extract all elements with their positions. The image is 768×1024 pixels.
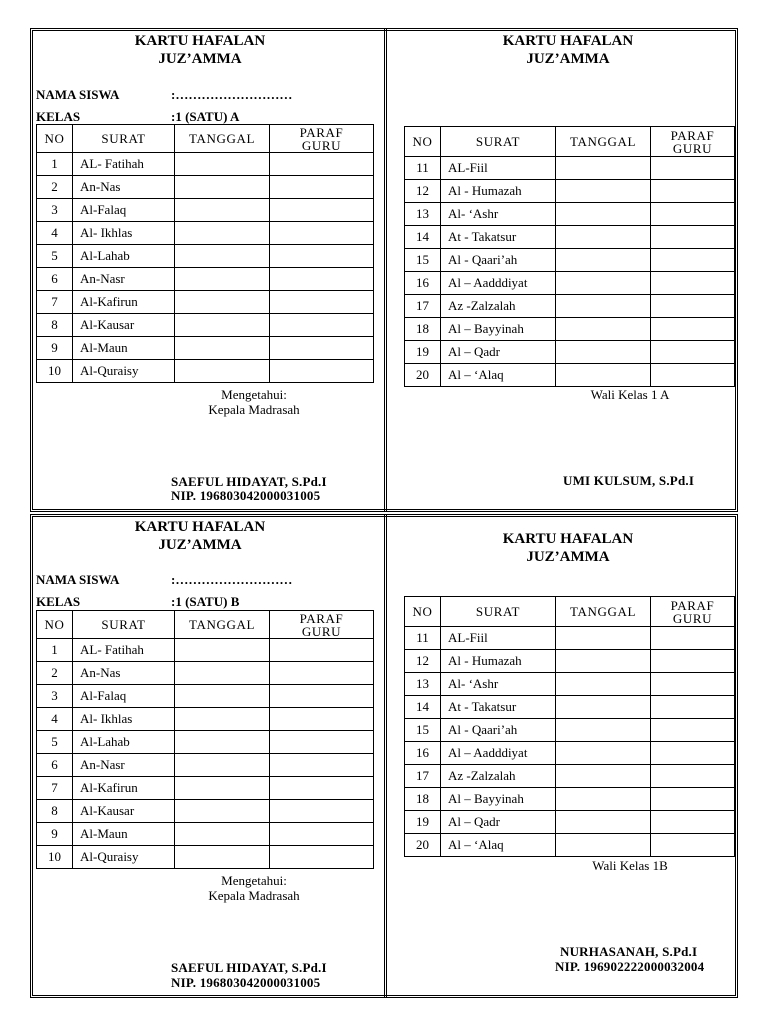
table-row — [37, 731, 374, 754]
row-number: 20 — [405, 834, 441, 857]
row-number: 13 — [405, 673, 441, 696]
table-row — [405, 834, 735, 857]
tanggal-cell[interactable] — [556, 203, 651, 226]
paraf-guru-cell[interactable] — [651, 719, 735, 742]
tanggal-cell[interactable] — [556, 811, 651, 834]
row-number: 1 — [37, 153, 73, 176]
row-number: 15 — [405, 249, 441, 272]
nama-siswa-label: NAMA SISWA — [36, 87, 120, 102]
row-number: 14 — [405, 226, 441, 249]
col-paraf-header — [270, 125, 374, 153]
surat-name: Al-Falaq — [73, 685, 175, 708]
paraf-guru-cell[interactable] — [270, 708, 374, 731]
paraf-line1: PARAF — [670, 127, 715, 143]
row-number: 1 — [37, 639, 73, 662]
table-row — [37, 708, 374, 731]
paraf-guru-cell[interactable] — [651, 272, 735, 295]
table-row — [405, 249, 735, 272]
table-header-row — [405, 127, 735, 157]
tanggal-cell[interactable] — [175, 823, 270, 846]
paraf-guru-cell[interactable] — [270, 291, 374, 314]
row-number: 3 — [37, 685, 73, 708]
surat-name: Al – ‘Alaq — [441, 834, 556, 857]
tanggal-cell[interactable] — [175, 685, 270, 708]
paraf-line2: GURU — [301, 623, 342, 639]
tanggal-cell[interactable] — [175, 222, 270, 245]
surat-name: Az -Zalzalah — [441, 765, 556, 788]
tanggal-cell[interactable] — [175, 245, 270, 268]
surat-name: Al – Bayyinah — [441, 318, 556, 341]
tanggal-cell[interactable] — [175, 662, 270, 685]
tanggal-cell[interactable] — [556, 226, 651, 249]
wali-name: NURHASANAH, S.Pd.I — [560, 944, 698, 959]
tanggal-cell[interactable] — [175, 639, 270, 662]
surat-name: An-Nas — [73, 662, 175, 685]
col-tanggal-header: TANGGAL — [175, 611, 270, 639]
paraf-guru-cell[interactable] — [270, 245, 374, 268]
tanggal-cell[interactable] — [175, 360, 270, 383]
table-header-row — [37, 611, 374, 639]
table-row — [405, 788, 735, 811]
table-row — [37, 337, 374, 360]
card-title-top-left — [80, 32, 320, 68]
wali-nip: NIP. 196902222000032004 — [555, 959, 705, 974]
paraf-guru-cell[interactable] — [651, 673, 735, 696]
tanggal-cell[interactable] — [175, 176, 270, 199]
tanggal-cell[interactable] — [175, 846, 270, 869]
row-number: 5 — [37, 731, 73, 754]
surat-name: Al- ‘Ashr — [441, 203, 556, 226]
wali-kelas-label: Wali Kelas 1 A — [590, 387, 670, 402]
tanggal-cell[interactable] — [556, 249, 651, 272]
row-number: 17 — [405, 295, 441, 318]
surat-name: Al - Qaari’ah — [441, 719, 556, 742]
kepala-madrasah-label: Kepala Madrasah — [208, 402, 300, 417]
surat-name: Al – Aadddiyat — [441, 742, 556, 765]
paraf-guru-cell[interactable] — [270, 337, 374, 360]
paraf-guru-cell[interactable] — [651, 226, 735, 249]
row-number: 2 — [37, 176, 73, 199]
table-row — [37, 176, 374, 199]
paraf-guru-cell[interactable] — [270, 222, 374, 245]
col-tanggal-header: TANGGAL — [556, 597, 651, 627]
table-row — [405, 180, 735, 203]
surat-name: Al – Qadr — [441, 811, 556, 834]
nama-siswa-value: :……………………… — [171, 572, 293, 587]
surat-name: Al-Falaq — [73, 199, 175, 222]
surat-name: Al-Kafirun — [73, 291, 175, 314]
hafalan-table-top-left — [36, 124, 374, 383]
tanggal-cell[interactable] — [175, 268, 270, 291]
tanggal-cell[interactable] — [556, 650, 651, 673]
tanggal-cell[interactable] — [556, 364, 651, 387]
col-surat-header: SURAT — [441, 597, 556, 627]
row-number: 12 — [405, 180, 441, 203]
surat-name: Al- Ikhlas — [73, 222, 175, 245]
paraf-guru-cell[interactable] — [270, 731, 374, 754]
col-no-header: NO — [405, 597, 441, 627]
kepala-nip: NIP. 196803042000031005 — [171, 975, 321, 990]
kelas-label: KELAS — [36, 594, 81, 609]
row-number: 19 — [405, 341, 441, 364]
paraf-guru-cell[interactable] — [270, 777, 374, 800]
col-no-header: NO — [37, 125, 73, 153]
table-row — [405, 719, 735, 742]
title-line1: KARTU HAFALAN — [134, 519, 266, 535]
col-tanggal-header: TANGGAL — [175, 125, 270, 153]
row-number: 13 — [405, 203, 441, 226]
tanggal-cell[interactable] — [556, 719, 651, 742]
row-number: 10 — [37, 360, 73, 383]
surat-name: Al - Humazah — [441, 650, 556, 673]
surat-name: Al-Quraisy — [73, 360, 175, 383]
table-row — [405, 226, 735, 249]
card-title-bottom-right — [448, 530, 688, 566]
tanggal-cell[interactable] — [175, 153, 270, 176]
table-row — [37, 222, 374, 245]
table-row — [37, 199, 374, 222]
paraf-guru-cell[interactable] — [270, 360, 374, 383]
table-row — [37, 360, 374, 383]
nama-siswa-value: :……………………… — [171, 87, 293, 102]
title-line1: KARTU HAFALAN — [502, 531, 634, 547]
title-line2: JUZ’AMMA — [158, 537, 242, 553]
paraf-guru-cell[interactable] — [270, 268, 374, 291]
surat-name: Al-Quraisy — [73, 846, 175, 869]
col-paraf-header — [651, 597, 735, 627]
mengetahui-label: Mengetahui: — [221, 387, 287, 402]
surat-name: Al – ‘Alaq — [441, 364, 556, 387]
center-divider-bottom — [384, 514, 387, 998]
tanggal-cell[interactable] — [556, 742, 651, 765]
paraf-guru-cell[interactable] — [651, 834, 735, 857]
row-number: 18 — [405, 318, 441, 341]
paraf-guru-cell[interactable] — [651, 295, 735, 318]
tanggal-cell[interactable] — [556, 295, 651, 318]
col-surat-header: SURAT — [441, 127, 556, 157]
table-row — [405, 765, 735, 788]
table-row — [405, 627, 735, 650]
row-number: 7 — [37, 777, 73, 800]
paraf-guru-cell[interactable] — [270, 846, 374, 869]
surat-name: Al- Ikhlas — [73, 708, 175, 731]
paraf-guru-cell[interactable] — [651, 627, 735, 650]
row-number: 4 — [37, 708, 73, 731]
col-paraf-header — [651, 127, 735, 157]
paraf-guru-cell[interactable] — [651, 650, 735, 673]
row-number: 3 — [37, 199, 73, 222]
row-number: 11 — [405, 157, 441, 180]
title-line2: JUZ’AMMA — [526, 51, 610, 67]
tanggal-cell[interactable] — [556, 180, 651, 203]
surat-name: Az -Zalzalah — [441, 295, 556, 318]
kepala-nip: NIP. 196803042000031005 — [171, 488, 321, 503]
row-number: 16 — [405, 272, 441, 295]
card-title-bottom-left — [80, 518, 320, 554]
paraf-guru-cell[interactable] — [651, 765, 735, 788]
table-row — [37, 754, 374, 777]
nama-siswa-label: NAMA SISWA — [36, 572, 120, 587]
row-number: 19 — [405, 811, 441, 834]
surat-name: Al - Qaari’ah — [441, 249, 556, 272]
table-row — [405, 742, 735, 765]
table-row — [405, 318, 735, 341]
row-number: 8 — [37, 800, 73, 823]
table-row — [37, 314, 374, 337]
surat-name: Al - Humazah — [441, 180, 556, 203]
surat-name: Al-Lahab — [73, 245, 175, 268]
paraf-guru-cell[interactable] — [651, 249, 735, 272]
paraf-guru-cell[interactable] — [270, 153, 374, 176]
table-row — [37, 639, 374, 662]
paraf-guru-cell[interactable] — [651, 742, 735, 765]
table-row — [37, 823, 374, 846]
table-row — [37, 777, 374, 800]
row-number: 18 — [405, 788, 441, 811]
surat-name: AL-Fiil — [441, 627, 556, 650]
tanggal-cell[interactable] — [175, 754, 270, 777]
table-row — [37, 846, 374, 869]
tanggal-cell[interactable] — [175, 199, 270, 222]
kelas-value: :1 (SATU) A — [171, 109, 240, 124]
center-divider-top — [384, 28, 387, 512]
paraf-guru-cell[interactable] — [651, 157, 735, 180]
tanggal-cell[interactable] — [175, 708, 270, 731]
surat-name: Al-Kausar — [73, 314, 175, 337]
table-row — [37, 291, 374, 314]
mengetahui-label: Mengetahui: — [221, 873, 287, 888]
tanggal-cell[interactable] — [556, 673, 651, 696]
surat-name: Al- ‘Ashr — [441, 673, 556, 696]
tanggal-cell[interactable] — [556, 157, 651, 180]
table-row — [37, 245, 374, 268]
table-row — [37, 153, 374, 176]
kepala-name: SAEFUL HIDAYAT, S.Pd.I — [171, 960, 327, 975]
row-number: 8 — [37, 314, 73, 337]
col-no-header: NO — [37, 611, 73, 639]
col-no-header: NO — [405, 127, 441, 157]
wali-name: UMI KULSUM, S.Pd.I — [563, 473, 695, 488]
table-row — [405, 673, 735, 696]
surat-name: Al-Kafirun — [73, 777, 175, 800]
paraf-line1: PARAF — [299, 124, 344, 140]
tanggal-cell[interactable] — [175, 731, 270, 754]
title-line2: JUZ’AMMA — [158, 51, 242, 67]
tanggal-cell[interactable] — [175, 800, 270, 823]
paraf-line1: PARAF — [670, 597, 715, 613]
row-number: 12 — [405, 650, 441, 673]
surat-name: An-Nasr — [73, 268, 175, 291]
paraf-guru-cell[interactable] — [651, 364, 735, 387]
title-line2: JUZ’AMMA — [526, 549, 610, 565]
table-row — [405, 272, 735, 295]
table-row — [405, 696, 735, 719]
table-row — [37, 685, 374, 708]
surat-name: An-Nas — [73, 176, 175, 199]
row-number: 14 — [405, 696, 441, 719]
paraf-line2: GURU — [301, 137, 342, 153]
surat-name: An-Nasr — [73, 754, 175, 777]
tanggal-cell[interactable] — [175, 777, 270, 800]
paraf-guru-cell[interactable] — [270, 314, 374, 337]
tanggal-cell[interactable] — [175, 291, 270, 314]
card-title-top-right — [448, 32, 688, 68]
table-row — [405, 203, 735, 226]
table-row — [37, 662, 374, 685]
tanggal-cell[interactable] — [556, 834, 651, 857]
kelas-label: KELAS — [36, 109, 81, 124]
surat-name: Al – Bayyinah — [441, 788, 556, 811]
row-number: 5 — [37, 245, 73, 268]
table-header-row — [405, 597, 735, 627]
table-row — [405, 364, 735, 387]
surat-name: Al-Maun — [73, 823, 175, 846]
paraf-guru-cell[interactable] — [651, 180, 735, 203]
table-row — [405, 295, 735, 318]
paraf-guru-cell[interactable] — [270, 823, 374, 846]
paraf-guru-cell[interactable] — [651, 318, 735, 341]
surat-name: Al-Kausar — [73, 800, 175, 823]
hafalan-table-bottom-right — [404, 596, 735, 857]
row-number: 4 — [37, 222, 73, 245]
title-line1: KARTU HAFALAN — [502, 33, 634, 49]
paraf-guru-cell[interactable] — [270, 176, 374, 199]
paraf-line2: GURU — [672, 610, 713, 626]
row-number: 2 — [37, 662, 73, 685]
table-row — [37, 800, 374, 823]
table-row — [405, 157, 735, 180]
tanggal-cell[interactable] — [175, 314, 270, 337]
tanggal-cell[interactable] — [175, 337, 270, 360]
surat-name: At - Takatsur — [441, 696, 556, 719]
kelas-value: :1 (SATU) B — [171, 594, 240, 609]
paraf-guru-cell[interactable] — [270, 685, 374, 708]
table-row — [405, 341, 735, 364]
paraf-guru-cell[interactable] — [651, 203, 735, 226]
paraf-line2: GURU — [672, 140, 713, 156]
row-number: 7 — [37, 291, 73, 314]
tanggal-cell[interactable] — [556, 272, 651, 295]
tanggal-cell[interactable] — [556, 696, 651, 719]
row-number: 11 — [405, 627, 441, 650]
wali-kelas-label: Wali Kelas 1B — [592, 858, 668, 873]
row-number: 20 — [405, 364, 441, 387]
paraf-guru-cell[interactable] — [651, 788, 735, 811]
paraf-guru-cell[interactable] — [270, 754, 374, 777]
row-number: 6 — [37, 268, 73, 291]
tanggal-cell[interactable] — [556, 318, 651, 341]
col-tanggal-header: TANGGAL — [556, 127, 651, 157]
paraf-guru-cell[interactable] — [270, 199, 374, 222]
paraf-guru-cell[interactable] — [270, 639, 374, 662]
paraf-guru-cell[interactable] — [651, 341, 735, 364]
title-line1: KARTU HAFALAN — [134, 33, 266, 49]
table-row — [37, 268, 374, 291]
paraf-guru-cell[interactable] — [270, 800, 374, 823]
row-number: 9 — [37, 337, 73, 360]
col-surat-header: SURAT — [73, 611, 175, 639]
surat-name: Al-Maun — [73, 337, 175, 360]
tanggal-cell[interactable] — [556, 627, 651, 650]
table-row — [405, 650, 735, 673]
table-header-row — [37, 125, 374, 153]
tanggal-cell[interactable] — [556, 788, 651, 811]
row-number: 15 — [405, 719, 441, 742]
surat-name: Al – Qadr — [441, 341, 556, 364]
row-number: 17 — [405, 765, 441, 788]
row-number: 10 — [37, 846, 73, 869]
surat-name: Al – Aadddiyat — [441, 272, 556, 295]
surat-name: AL- Fatihah — [73, 639, 175, 662]
hafalan-table-top-right — [404, 126, 735, 387]
paraf-line1: PARAF — [299, 610, 344, 626]
hafalan-table-bottom-left — [36, 610, 374, 869]
col-paraf-header — [270, 611, 374, 639]
tanggal-cell[interactable] — [556, 341, 651, 364]
surat-name: AL- Fatihah — [73, 153, 175, 176]
paraf-guru-cell[interactable] — [651, 811, 735, 834]
surat-name: Al-Lahab — [73, 731, 175, 754]
kepala-madrasah-label: Kepala Madrasah — [208, 888, 300, 903]
paraf-guru-cell[interactable] — [270, 662, 374, 685]
row-number: 16 — [405, 742, 441, 765]
col-surat-header: SURAT — [73, 125, 175, 153]
surat-name: At - Takatsur — [441, 226, 556, 249]
kepala-name: SAEFUL HIDAYAT, S.Pd.I — [171, 474, 327, 489]
row-number: 6 — [37, 754, 73, 777]
tanggal-cell[interactable] — [556, 765, 651, 788]
surat-name: AL-Fiil — [441, 157, 556, 180]
table-row — [405, 811, 735, 834]
paraf-guru-cell[interactable] — [651, 696, 735, 719]
row-number: 9 — [37, 823, 73, 846]
